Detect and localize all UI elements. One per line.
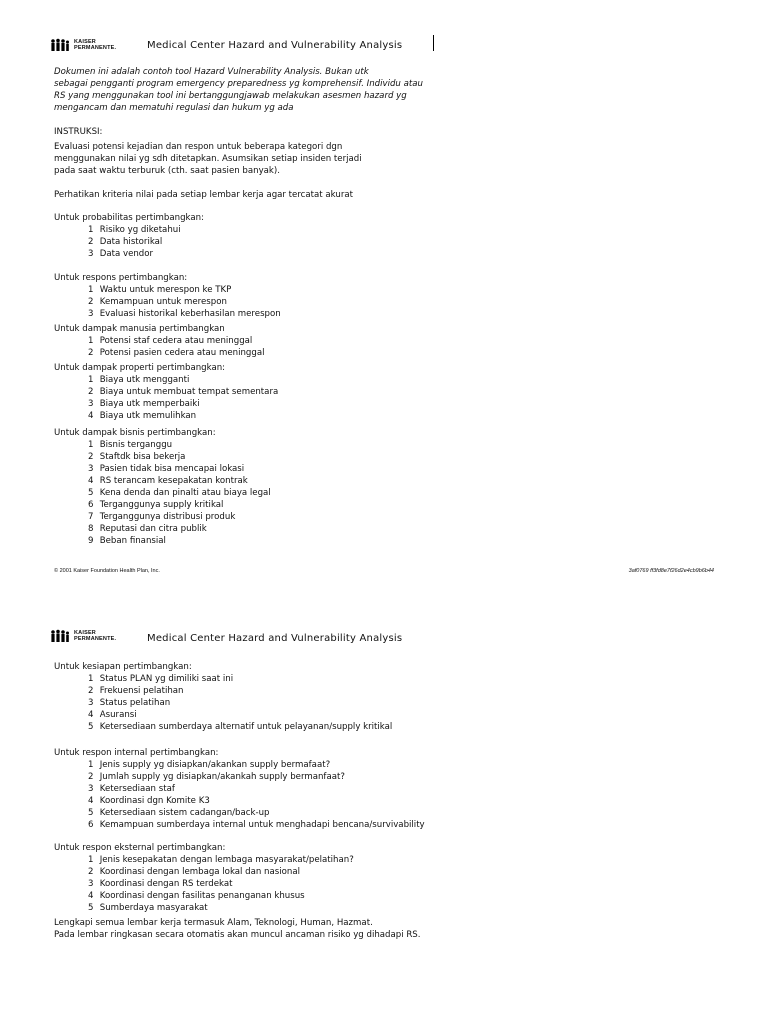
kaiser-logo xyxy=(50,629,116,643)
list-item: 1 Biaya utk mengganti xyxy=(88,375,190,385)
section-dampak-bisnis xyxy=(54,427,271,547)
closing-paragraph xyxy=(54,917,421,941)
list-item: 5 Sumberdaya masyarakat xyxy=(88,903,208,913)
list-item: 4 Koordinasi dgn Komite K3 xyxy=(88,796,210,806)
section-respons xyxy=(54,272,281,320)
list-item: 1 Risiko yg diketahui xyxy=(88,225,181,235)
list-item: 5 Ketersediaan sumberdaya alternatif untuk pelayanan/supply kritikal xyxy=(88,722,393,732)
list-item: 1 Bisnis terganggu xyxy=(88,440,173,450)
kaiser-logo xyxy=(50,38,116,52)
document-code: 3af0769 ff3fd8e7f26d2e4cb9b6b44 xyxy=(628,568,714,574)
list-item: 3 Biaya utk memperbaiki xyxy=(88,399,200,409)
list-item: 9 Beban finansial xyxy=(88,536,166,546)
list-item: 5 Ketersediaan sistem cadangan/back-up xyxy=(88,808,270,818)
logo-line2: PERMANENTE. xyxy=(74,636,117,642)
intro-line: RS yang menggunakan tool ini bertanggungjawab melakukan asesmen hazard yg xyxy=(54,91,407,101)
list-item: 3 Evaluasi historikal keberhasilan merespon xyxy=(88,309,281,319)
list-item: 5 Kena denda dan pinalti atau biaya legal xyxy=(88,488,271,498)
instructions-line: pada saat waktu terburuk (cth. saat pasien banyak). xyxy=(54,166,280,176)
intro-line: sebagai pengganti program emergency preparedness yg komprehensif. Individu atau xyxy=(54,79,423,89)
list-item: 4 Koordinasi dengan fasilitas penanganan khusus xyxy=(88,891,305,901)
section-heading: Untuk respon eksternal pertimbangkan: xyxy=(54,843,226,853)
list-item: 4 Asuransi xyxy=(88,710,137,720)
logo-wordmark xyxy=(74,39,116,51)
list-item: 3 Pasien tidak bisa mencapai lokasi xyxy=(88,464,245,474)
list-item: 2 Jumlah supply yg disiapkan/akankah supply bermanfaat? xyxy=(88,772,345,782)
list-item: 8 Reputasi dan citra publik xyxy=(88,524,207,534)
intro-line: mengancam dan mematuhi regulasi dan hukum yg ada xyxy=(54,103,294,113)
list-item: 1 Potensi staf cedera atau meninggal xyxy=(88,336,253,346)
logo-line1: KAISER xyxy=(74,630,96,636)
list-item: 3 Data vendor xyxy=(88,249,154,259)
list-item: 6 Kemampuan sumberdaya internal untuk menghadapi bencana/survivability xyxy=(88,820,425,830)
list-item: 2 Staftdk bisa bekerja xyxy=(88,452,186,462)
list-item: 3 Ketersediaan staf xyxy=(88,784,175,794)
list-item: 3 Status pelatihan xyxy=(88,698,171,708)
page2-title: Medical Center Hazard and Vulnerability Analysis xyxy=(147,633,403,644)
page1-title: Medical Center Hazard and Vulnerability Analysis xyxy=(147,40,403,51)
instructions-line: Evaluasi potensi kejadian dan respon untuk beberapa kategori dgn xyxy=(54,142,343,152)
logo-line2: PERMANENTE. xyxy=(74,45,117,51)
intro-paragraph xyxy=(54,66,423,114)
section-heading: Untuk kesiapan pertimbangkan: xyxy=(54,662,192,672)
instructions-line: menggunakan nilai yg sdh ditetapkan. Asumsikan setiap insiden terjadi xyxy=(54,154,362,164)
section-heading: Untuk probabilitas pertimbangkan: xyxy=(54,213,204,223)
list-item: 1 Status PLAN yg dimiliki saat ini xyxy=(88,674,234,684)
logo-wordmark xyxy=(74,630,116,642)
closing-line: Pada lembar ringkasan secara otomatis akan muncul ancaman risiko yg dihadapi RS. xyxy=(54,930,421,940)
list-item: 2 Biaya untuk membuat tempat sementara xyxy=(88,387,279,397)
list-item: 6 Terganggunya supply kritikal xyxy=(88,500,224,510)
section-probabilitas xyxy=(54,212,204,260)
section-heading: Untuk dampak bisnis pertimbangkan: xyxy=(54,428,216,438)
list-item: 2 Kemampuan untuk merespon xyxy=(88,297,227,307)
instructions-heading: INSTRUKSI: xyxy=(54,127,103,137)
list-item: 2 Data historikal xyxy=(88,237,163,247)
list-item: 1 Jenis kesepakatan dengan lembaga masyarakat/pelatihan? xyxy=(88,855,354,865)
section-respon-internal xyxy=(54,747,425,831)
list-item: 3 Koordinasi dengan RS terdekat xyxy=(88,879,233,889)
text-cursor xyxy=(433,35,434,51)
copyright-footer: © 2001 Kaiser Foundation Health Plan, Inc. xyxy=(54,568,160,574)
list-item: 1 Jenis supply yg disiapkan/akankan supply bermafaat? xyxy=(88,760,331,770)
criteria-note: Perhatikan kriteria nilai pada setiap lembar kerja agar tercatat akurat xyxy=(54,190,353,200)
instructions-paragraph xyxy=(54,141,362,177)
section-heading: Untuk respons pertimbangkan: xyxy=(54,273,188,283)
list-item: 2 Potensi pasien cedera atau meninggal xyxy=(88,348,265,358)
section-respon-eksternal xyxy=(54,842,354,914)
section-kesiapan xyxy=(54,661,392,733)
list-item: 2 Frekuensi pelatihan xyxy=(88,686,184,696)
list-item: 4 Biaya utk memulihkan xyxy=(88,411,197,421)
section-heading: Untuk respon internal pertimbangkan: xyxy=(54,748,219,758)
section-heading: Untuk dampak properti pertimbangkan: xyxy=(54,363,226,373)
intro-line: Dokumen ini adalah contoh tool Hazard Vulnerability Analysis. Bukan utk xyxy=(54,67,369,77)
kaiser-people-icon xyxy=(50,38,70,52)
list-item: 7 Terganggunya distribusi produk xyxy=(88,512,236,522)
section-heading: Untuk dampak manusia pertimbangkan xyxy=(54,324,225,334)
closing-line: Lengkapi semua lembar kerja termasuk Alam, Teknologi, Human, Hazmat. xyxy=(54,918,373,928)
section-dampak-properti xyxy=(54,362,278,422)
list-item: 2 Koordinasi dengan lembaga lokal dan nasional xyxy=(88,867,300,877)
list-item: 1 Waktu untuk merespon ke TKP xyxy=(88,285,232,295)
section-dampak-manusia xyxy=(54,323,265,359)
logo-line1: KAISER xyxy=(74,39,96,45)
list-item: 4 RS terancam kesepakatan kontrak xyxy=(88,476,248,486)
kaiser-people-icon xyxy=(50,629,70,643)
